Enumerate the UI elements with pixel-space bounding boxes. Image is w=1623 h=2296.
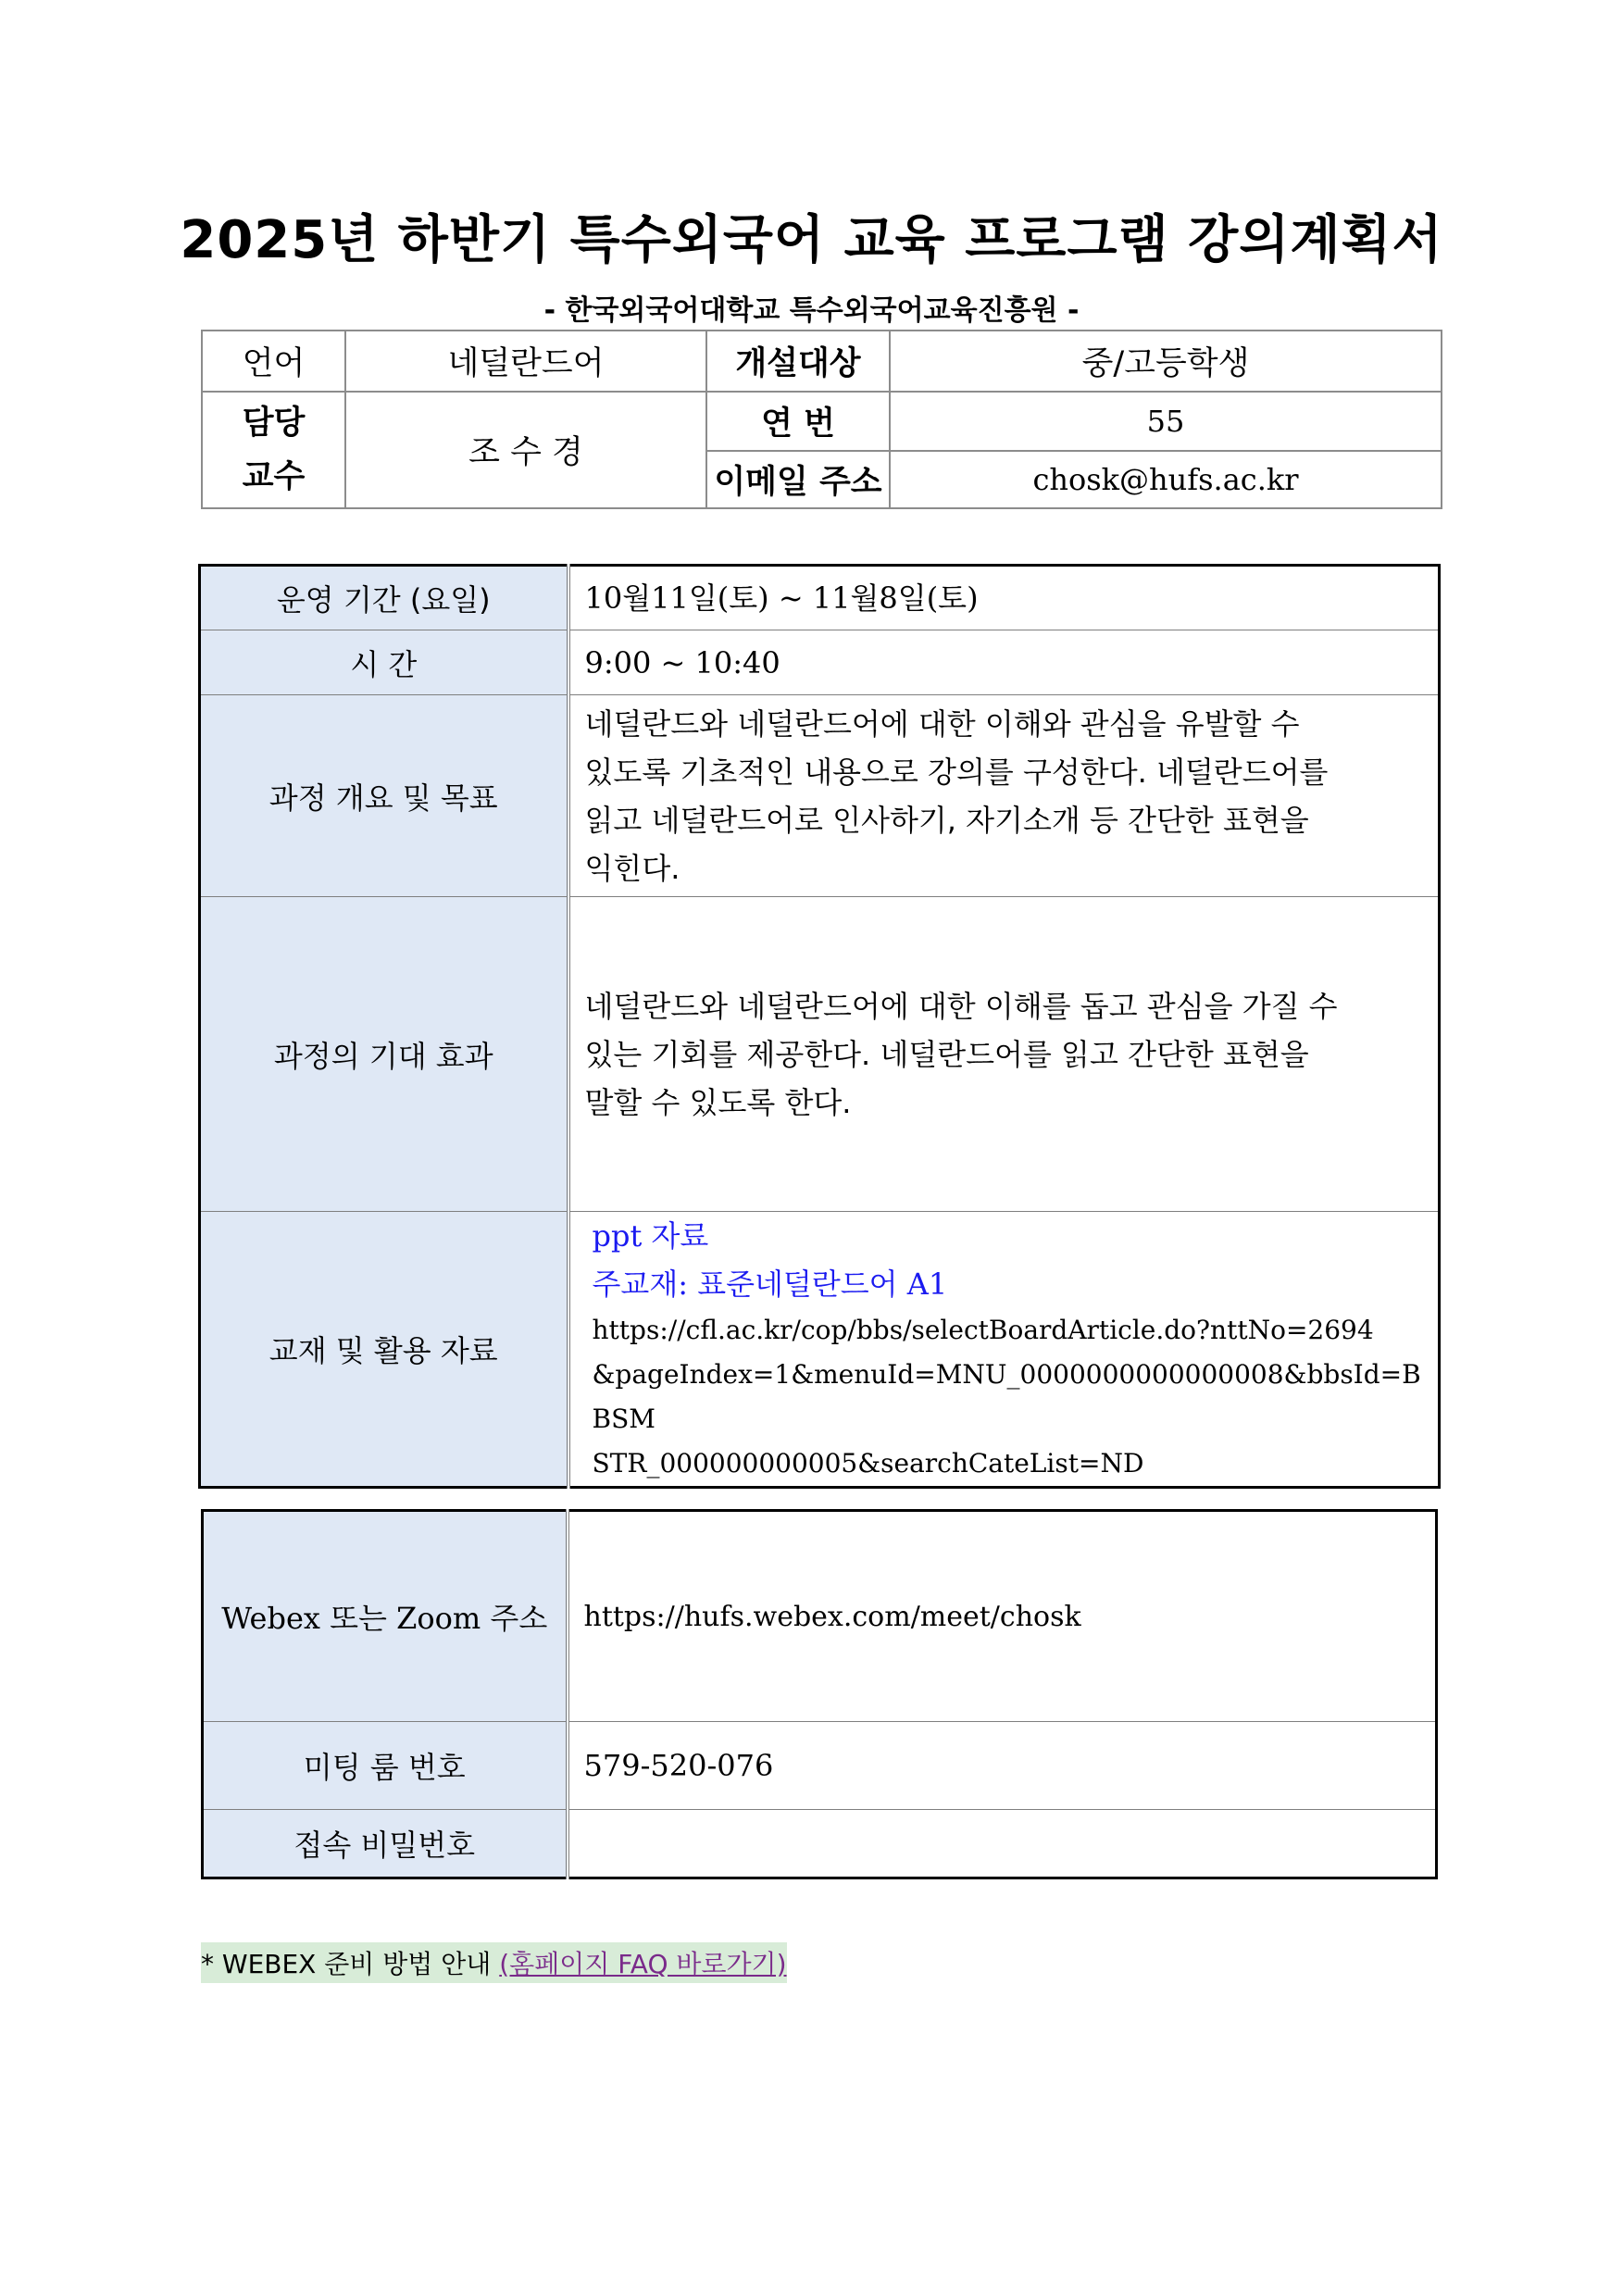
- language-label: 언어: [202, 331, 345, 392]
- professor-value: 조 수 경: [345, 392, 706, 508]
- target-value: 중/고등학생: [890, 331, 1442, 392]
- materials-label: 교재 및 활용 자료: [200, 1212, 568, 1488]
- online-info-table: [201, 1509, 1438, 1879]
- webex-guide-text: * WEBEX 준비 방법 안내: [201, 1949, 500, 1979]
- overview-line: 있도록 기초적인 내용으로 강의를 구성한다. 네덜란드어를: [584, 754, 1329, 790]
- effect-line: 말할 수 있도록 한다.: [584, 1084, 852, 1120]
- effect-line: 네덜란드와 네덜란드어에 대한 이해를 돕고 관심을 가질 수: [584, 988, 1338, 1024]
- password-value: [568, 1810, 1437, 1878]
- email-value: chosk@hufs.ac.kr: [890, 451, 1442, 508]
- password-label: 접속 비밀번호: [203, 1810, 568, 1878]
- room-value: 579-520-076: [568, 1722, 1437, 1810]
- materials-url-line[interactable]: STR_000000000005&searchCateList=ND: [592, 1448, 1144, 1479]
- language-value: 네덜란드어: [345, 331, 706, 392]
- faq-link[interactable]: (홈페이지 FAQ 바로가기): [499, 1949, 787, 1979]
- course-table: [198, 564, 1441, 1489]
- overview-line: 읽고 네덜란드어로 인사하기, 자기소개 등 간단한 표현을: [584, 802, 1309, 838]
- time-value: 9:00 ~ 10:40: [568, 630, 1440, 695]
- zoom-value[interactable]: https://hufs.webex.com/meet/chosk: [568, 1511, 1437, 1722]
- materials-ppt: ppt 자료: [592, 1218, 709, 1254]
- materials-url-line[interactable]: &pageIndex=1&menuId=MNU_0000000000000008&bbsId=BBSM: [592, 1359, 1421, 1434]
- materials-textbook: 주교재: 표준네덜란드어 A1: [592, 1267, 948, 1302]
- professor-label: [202, 392, 345, 508]
- effect-value: [568, 897, 1440, 1212]
- materials-url-line[interactable]: https://cfl.ac.kr/cop/bbs/selectBoardArticle.do?nttNo=2694: [592, 1315, 1374, 1345]
- email-label: 이메일 주소: [706, 451, 890, 508]
- serial-label: 연 번: [706, 392, 890, 451]
- professor-label-line1: 담당: [242, 405, 306, 442]
- overview-label: 과정 개요 및 목표: [200, 695, 568, 897]
- period-value: 10월11일(토) ~ 11월8일(토): [568, 566, 1440, 630]
- webex-guide-note: [201, 1942, 787, 1983]
- overview-line: 익힌다.: [584, 850, 680, 886]
- serial-value: 55: [890, 392, 1442, 451]
- period-label: 운영 기간 (요일): [200, 566, 568, 630]
- professor-label-line2: 교수: [242, 458, 306, 495]
- page-title: 2025년 하반기 특수외국어 교육 프로그램 강의계획서: [180, 210, 1443, 270]
- effect-line: 있는 기회를 제공한다. 네덜란드어를 읽고 간단한 표현을: [584, 1036, 1309, 1072]
- basic-info-table: [201, 330, 1442, 509]
- time-label: 시 간: [200, 630, 568, 695]
- page-subtitle: - 한국외국어대학교 특수외국어교육진흥원 -: [543, 294, 1080, 327]
- effect-label: 과정의 기대 효과: [200, 897, 568, 1212]
- materials-value: [568, 1212, 1440, 1488]
- room-label: 미팅 룸 번호: [203, 1722, 568, 1810]
- overview-value: [568, 695, 1440, 897]
- target-label: 개설대상: [706, 331, 890, 392]
- zoom-label: Webex 또는 Zoom 주소: [203, 1511, 568, 1722]
- overview-line: 네덜란드와 네덜란드어에 대한 이해와 관심을 유발할 수: [584, 705, 1300, 742]
